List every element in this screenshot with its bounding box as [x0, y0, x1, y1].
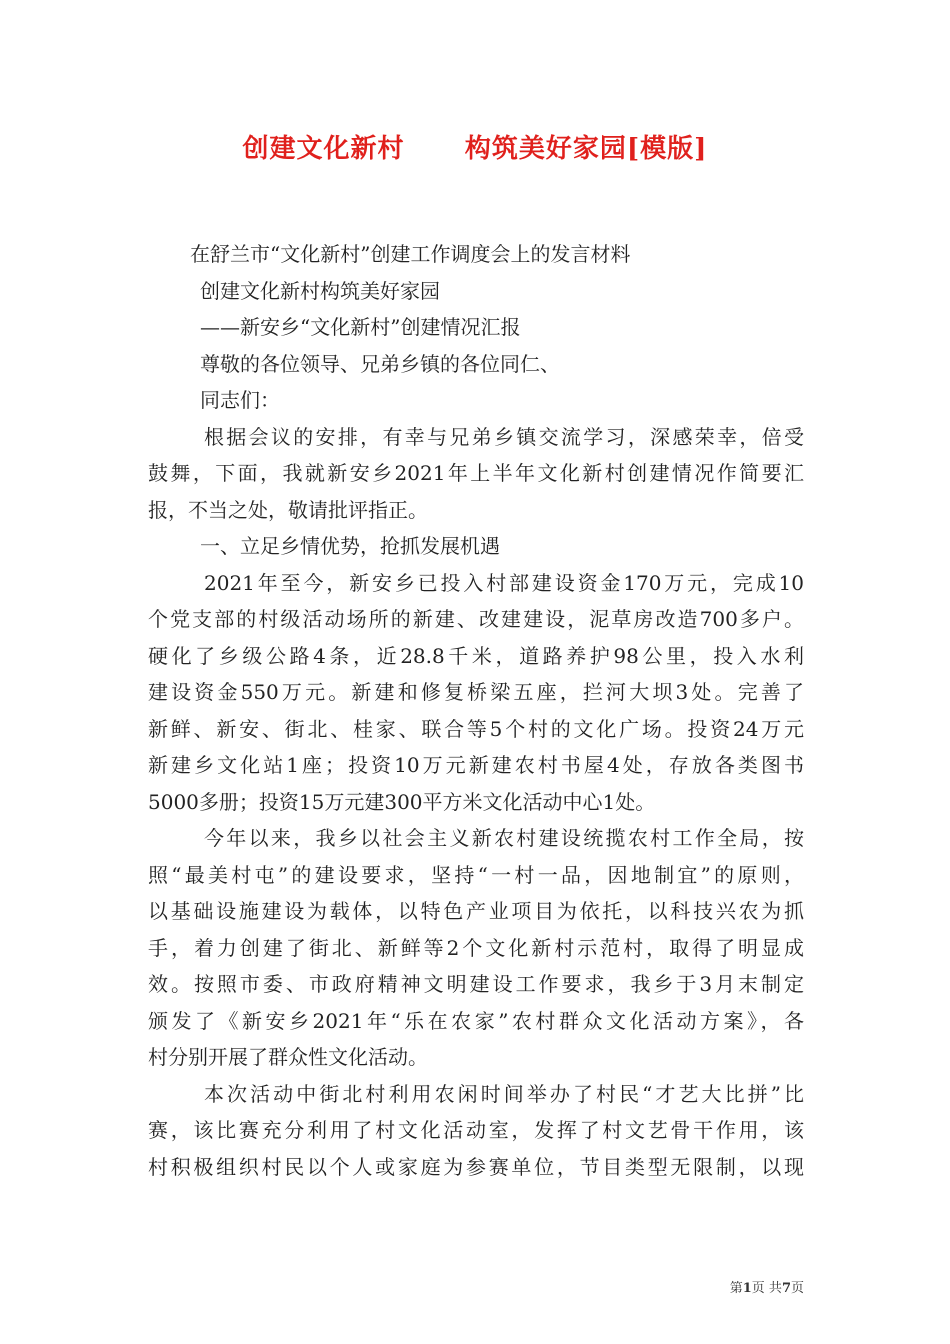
- text-line: 颁发了《新安乡2021年“乐在农家”农村群众文化活动方案》，各: [148, 1008, 804, 1033]
- footer-total-pages: 7: [781, 1281, 791, 1296]
- paragraph-activity: [148, 1076, 804, 1186]
- text-line: 手，着力创建了街北、新鲜等2个文化新村示范村，取得了明显成: [148, 935, 804, 960]
- text-line: 村分别开展了群众性文化活动。: [148, 1045, 428, 1069]
- text-line: 创建文化新村构筑美好家园: [200, 278, 440, 303]
- page-footer: [730, 1277, 804, 1296]
- footer-prefix: 第: [729, 1281, 743, 1296]
- text-line: 在舒兰市“文化新村”创建工作调度会上的发言材料: [190, 242, 631, 266]
- text-line: 赛，该比赛充分利用了村文化活动室，发挥了村文艺骨干作用，该: [148, 1118, 804, 1142]
- text-line: 硬化了乡级公路4条，近28.8千米，道路养护98公里，投入水利: [148, 643, 804, 668]
- text-line: 个党支部的村级活动场所的新建、改建建设，泥草房改造700多户。: [148, 607, 804, 631]
- text-line: 今年以来，我乡以社会主义新农村建设统揽农村工作全局，按: [204, 826, 804, 850]
- text-line: 尊敬的各位领导、兄弟乡镇的各位同仁、: [200, 351, 560, 376]
- footer-page-number: 1: [742, 1281, 752, 1296]
- section-heading: 一、立足乡情优势，抢抓发展机遇: [200, 534, 500, 558]
- text-line: 2021年至今，新安乡已投入村部建设资金170万元，完成10: [204, 570, 804, 595]
- footer-middle: 页 共: [751, 1281, 782, 1296]
- text-line: ——新安乡“文化新村”创建情况汇报: [200, 315, 521, 339]
- text-line: 根据会议的安排，有幸与兄弟乡镇交流学习，深感荣幸，倍受: [204, 424, 804, 449]
- text-line: 建设资金550万元。新建和修复桥梁五座，拦河大坝3处。完善了: [148, 680, 804, 704]
- paragraph-investment: [148, 565, 804, 821]
- paragraph-intro: [148, 419, 804, 529]
- paragraph-this-year: [148, 820, 804, 1076]
- document-title: 创建文化新村 构筑美好家园[模版]: [242, 134, 708, 164]
- text-line: 效。按照市委、市政府精神文明建设工作要求，我乡于3月末制定: [148, 972, 804, 996]
- text-line: 新建乡文化站1座；投资10万元新建农村书屋4处，存放各类图书: [148, 753, 804, 777]
- text-line: 同志们：: [200, 388, 280, 412]
- document-body: [148, 236, 804, 1185]
- text-line: 5000多册；投资15万元建300平方米文化活动中心1处。: [148, 789, 656, 814]
- text-line: 照“最美村屯”的建设要求，坚持“一村一品，因地制宜”的原则，: [148, 862, 804, 887]
- text-line: 以基础设施建设为载体，以特色产业项目为依托，以科技兴农为抓: [148, 899, 804, 923]
- text-line: 村积极组织村民以个人或家庭为参赛单位，节目类型无限制，以现: [148, 1154, 804, 1179]
- text-line: 报，不当之处，敬请批评指正。: [148, 497, 428, 522]
- text-line: 新鲜、新安、街北、桂家、联合等5个村的文化广场。投资24万元: [148, 716, 804, 741]
- text-line: 本次活动中街北村利用农闲时间举办了村民“才艺大比拼”比: [204, 1081, 804, 1106]
- footer-suffix: 页: [790, 1281, 804, 1296]
- text-line: 鼓舞，下面，我就新安乡2021年上半年文化新村创建情况作简要汇: [148, 461, 804, 485]
